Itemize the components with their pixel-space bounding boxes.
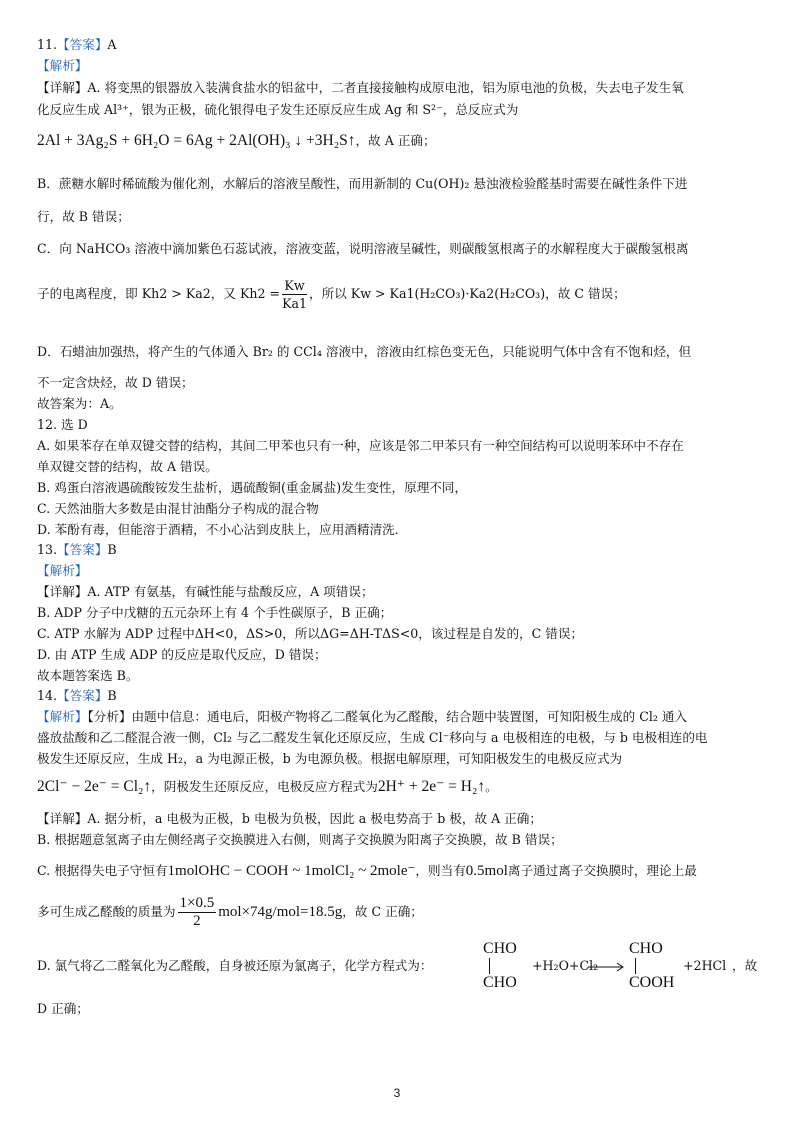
q14-line-c2: 多可生成乙醛酸的质量为 $\frac{1\times 0.5}{2}$ mol×74g/mol=18.5g，故 C 正确； bbox=[37, 895, 423, 929]
q11-line-b1: B．蔗糖水解时稀硫酸为催化剂，水解后的溶液呈酸性，而用新制的 Cu(OH)₂ 悬浊液检验醛基时需要在碱性条件下进 bbox=[37, 176, 688, 191]
q12-line-a1: A. 如果苯存在单双键交替的结构，其间二甲苯也只有一种，应该是邻二甲苯只有一种空间结构可以说明苯环中不存在 bbox=[37, 438, 684, 453]
q13-line-d: D. 由 ATP 生成 ADP 的反应是取代反应，D 错误； bbox=[37, 647, 327, 662]
q13-detail-tag: 【详解】 bbox=[37, 584, 88, 599]
q14-analysis-tag: 【解析】 bbox=[37, 709, 88, 724]
q11-line-a2: 化反应生成 Al³⁺，银为正极，硫化银得电子发生还原反应生成 Ag 和 S²⁻，总反应式为 bbox=[37, 102, 519, 117]
q11-line-a1: 【详解】A. 将变黑的银器放入装满食盐水的铝盆中，二者直接接触构成原电池，铝为原电池的负极，失去电子发生氧 bbox=[37, 80, 684, 95]
q14-answer-tag: 【答案】 bbox=[57, 688, 108, 703]
q11-line-d2: 不一定含炔烃，故 D 错误； bbox=[37, 375, 194, 390]
q12-line-b: B. 鸡蛋白溶液遇硫酸铵发生盐析，遇硫酸铜(重金属盐)发生变性，原理不同， bbox=[37, 480, 468, 495]
products-plus: +2HCl bbox=[683, 958, 727, 973]
q13-heading bbox=[37, 541, 117, 558]
q13-line-b: B. ADP 分子中戊糖的五元杂环上有 4 个手性碳原子，B 正确； bbox=[37, 605, 393, 620]
q14-heading bbox=[37, 687, 117, 704]
mass-fraction: $\frac{1\times 0.5}{2}$ bbox=[179, 895, 215, 929]
q12-line-c: C. 天然油脂大多数是由混甘油酯分子构成的混合物 bbox=[37, 501, 319, 516]
q13-line-a: 【详解】A. ATP 有氨基，有碱性能与盐酸反应，A 项错误； bbox=[37, 584, 374, 599]
q11-line-b2: 行，故 B 错误； bbox=[37, 209, 130, 224]
q14-line-p2: 盛放盐酸和乙二醛混合液一侧，Cl₂ 与乙二醛发生氧化还原反应，生成 Cl⁻移向与 a 电极相连的电极，与 b 电极相连的电 bbox=[37, 730, 708, 745]
q14-line-d1: D. 氯气将乙二醛氧化为乙醛酸，自身被还原为氯离子，化学方程式为： bbox=[37, 958, 433, 973]
page-number: 3 bbox=[393, 1086, 401, 1100]
q11-detail-tag: 【详解】 bbox=[37, 80, 88, 95]
q11-final-answer: 故答案为：A。 bbox=[37, 396, 122, 411]
q11-answer-tag: 【答案】 bbox=[57, 37, 108, 52]
reaction-arrow-icon bbox=[588, 962, 626, 972]
q14-line-b: B. 根据题意氢离子由左侧经离子交换膜进入右侧，则离子交换膜为阳离子交换膜，故 B 错误； bbox=[37, 832, 563, 847]
q11-line-c2: 子的电离程度，即 Kh2 > Ka2，又 Kh2 = $\frac{Kw}{Ka1}$ ，所以 Kw > Ka1(H₂CO₃)·Ka2(H₂CO₃)，故 C 错误； bbox=[37, 278, 626, 311]
q14-number: 14. bbox=[37, 688, 58, 703]
q12-line-d: D. 苯酚有毒，但能溶于酒精，不小心沾到皮肤上，应用酒精清洗． bbox=[37, 522, 408, 537]
q13-answer-tag: 【答案】 bbox=[57, 542, 108, 557]
bond-line bbox=[635, 958, 636, 974]
q13-analysis-tag: 【解析】 bbox=[37, 563, 88, 578]
glyoxylic-acid-structure: CHO COOH bbox=[629, 940, 675, 991]
q12-line-a2: 单双键交替的结构，故 A 错误。 bbox=[37, 459, 218, 474]
q14-electrode-equations: 2Cl⁻ − 2e⁻ = Cl₂↑，阴极发生还原反应，电极反应方程式为2H⁺ + 2e⁻ = H₂↑。 bbox=[37, 778, 498, 795]
q11-heading bbox=[37, 36, 117, 53]
q11-line-c1: C．向 NaHCO₃ 溶液中滴加紫色石蕊试液，溶液变蓝，说明溶液呈碱性，则碳酸氢根离子的水解程度大于碳酸氢根离 bbox=[37, 241, 689, 256]
q13-answer: B bbox=[107, 542, 117, 557]
q14-answer: B bbox=[107, 688, 117, 703]
glyoxal-structure: CHO CHO bbox=[483, 940, 517, 991]
q14-line-d-tail: ，故 bbox=[732, 958, 758, 973]
q12-heading: 12. 选 D bbox=[37, 417, 88, 432]
kw-ka1-fraction: $\frac{Kw}{Ka1}$ bbox=[282, 278, 307, 311]
q13-number: 13. bbox=[37, 542, 58, 557]
q14-line-c1: C. 根据得失电子守恒有1molOHC − COOH ~ 1molCl₂ ~ 2mole⁻，则当有0.5mol离子通过离子交换膜时，理论上最 bbox=[37, 863, 697, 879]
q14-line-a: 【详解】A. 据分析，a 电极为正极，b 电极为负极，因此 a 极电势高于 b 极，故 A 正确； bbox=[37, 811, 542, 826]
q14-line-d2: D 正确； bbox=[37, 1001, 89, 1016]
q11-answer: A bbox=[107, 37, 117, 52]
q14-detail-tag: 【详解】 bbox=[37, 811, 88, 826]
q14-line-p1: 【解析】【分析】由题中信息：通电后，阳极产物将乙二醛氧化为乙醛酸，结合题中装置图，可知阳极生成的 Cl₂ 通入 bbox=[37, 709, 688, 724]
reactants-plus: +H₂O+Cl₂ bbox=[532, 958, 599, 973]
q11-analysis-tag: 【解析】 bbox=[37, 58, 88, 73]
q14-analyze-tag: 【分析】 bbox=[87, 709, 132, 724]
q13-line-c: C. ATP 水解为 ADP 过程中ΔH<0，ΔS>0，所以ΔG=ΔH-TΔS<0，该过程是自发的，C 错误； bbox=[37, 626, 584, 641]
bond-line bbox=[489, 958, 490, 974]
q11-line-d1: D．石蜡油加强热，将产生的气体通入 Br₂ 的 CCl₄ 溶液中，溶液由红棕色变无色，只能说明气体中含有不饱和烃，但 bbox=[37, 344, 692, 359]
q11-equation: 2Al + 3Ag₂S + 6H₂O = 6Ag + 2Al(OH)₃ ↓ +3H₂S↑，故 A 正确； bbox=[37, 132, 436, 149]
q14-line-p3: 极发生还原反应，生成 H₂，a 为电源正极，b 为电源负极。根据电解原理，可知阳极发生的电极反应式为 bbox=[37, 751, 623, 766]
q13-final-answer: 故本题答案选 B。 bbox=[37, 668, 139, 683]
q11-number: 11. bbox=[37, 37, 58, 52]
